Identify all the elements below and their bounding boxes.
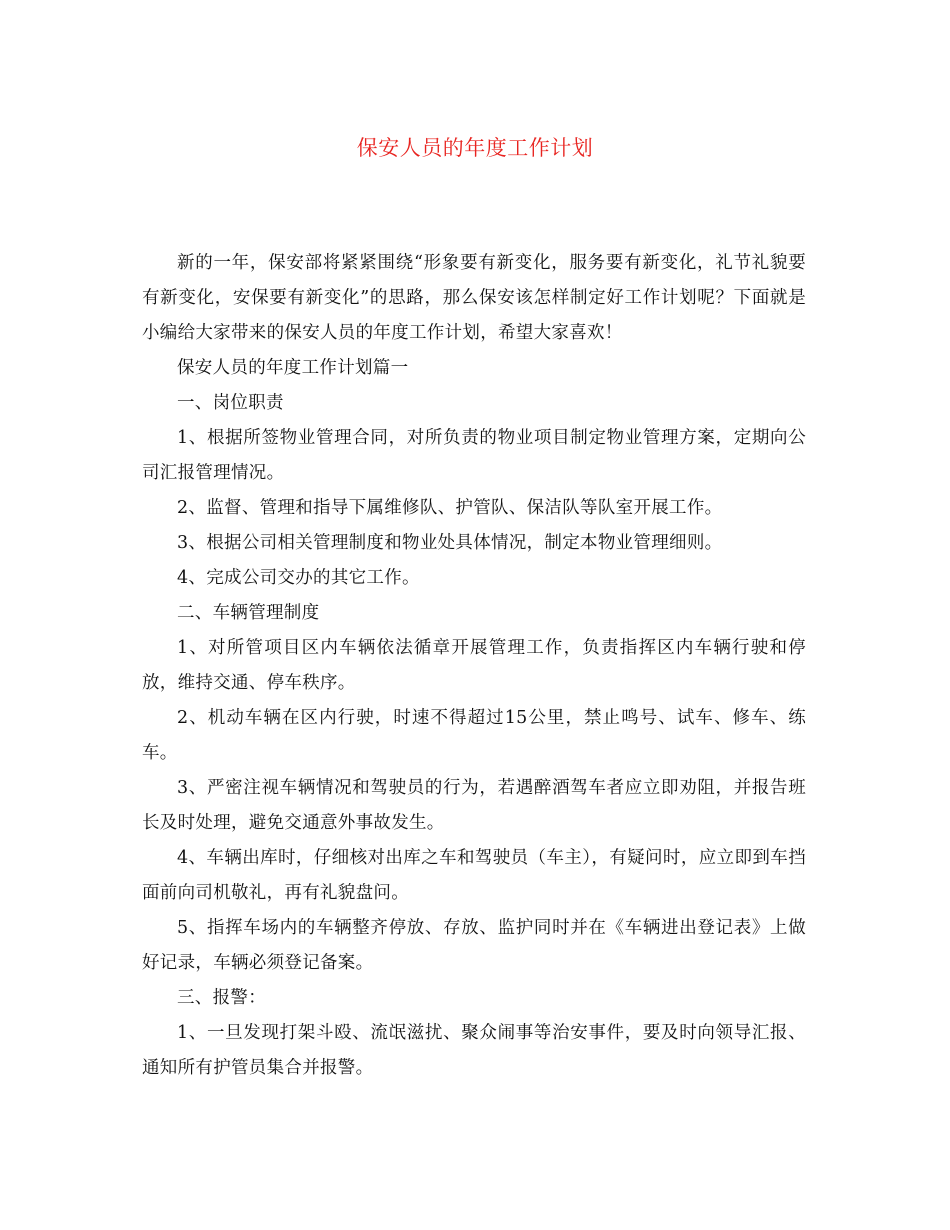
intro-paragraph: 新的一年，保安部将紧紧围绕“形象要有新变化，服务要有新变化，礼节礼貌要有新变化，安保要有新变化”的思路，那么保安该怎样制定好工作计划呢？下面就是小编给大家带来的保安人员的年度工作计划，希望大家喜欢！ — [142, 253, 806, 343]
vehicle-rule-2: 2、机动车辆在区内行驶，时速不得超过15公里，禁止鸣号、试车、修车、练车。 — [142, 708, 806, 763]
duty-item-3: 3、根据公司相关管理制度和物业处具体情况，制定本物业管理细则。 — [177, 533, 723, 553]
document-title: 保安人员的年度工作计划 — [356, 136, 594, 160]
vehicle-rule-1: 1、对所管项目区内车辆依法循章开展管理工作，负责指挥区内车辆行驶和停放，维持交通、停车秩序。 — [142, 638, 806, 693]
vehicle-rule-5: 5、指挥车场内的车辆整齐停放、存放、监护同时并在《车辆进出登记表》上做好记录，车辆必须登记备案。 — [142, 918, 806, 973]
duty-item-1: 1、根据所签物业管理合同，对所负责的物业项目制定物业管理方案，定期向公司汇报管理情况。 — [142, 428, 806, 483]
section-heading-part-one: 保安人员的年度工作计划篇一 — [177, 358, 409, 378]
document-body — [142, 246, 806, 1086]
section-heading-job-duties: 一、岗位职责 — [177, 393, 284, 413]
section-heading-vehicle-management: 二、车辆管理制度 — [177, 603, 320, 623]
vehicle-rule-3: 3、严密注视车辆情况和驾驶员的行为，若遇醉酒驾车者应立即劝阻，并报告班长及时处理，避免交通意外事故发生。 — [142, 778, 806, 833]
section-heading-alarm: 三、报警： — [177, 988, 266, 1008]
alarm-item-1: 1、一旦发现打架斗殴、流氓滋扰、聚众闹事等治安事件，要及时向领导汇报、通知所有护管员集合并报警。 — [142, 1023, 806, 1078]
duty-item-2: 2、监督、管理和指导下属维修队、护管队、保洁队等队室开展工作。 — [177, 498, 723, 518]
vehicle-rule-4: 4、车辆出库时，仔细核对出库之车和驾驶员（车主），有疑问时，应立即到车挡面前向司机敬礼，再有礼貌盘问。 — [142, 848, 806, 903]
duty-item-4: 4、完成公司交办的其它工作。 — [177, 568, 420, 588]
